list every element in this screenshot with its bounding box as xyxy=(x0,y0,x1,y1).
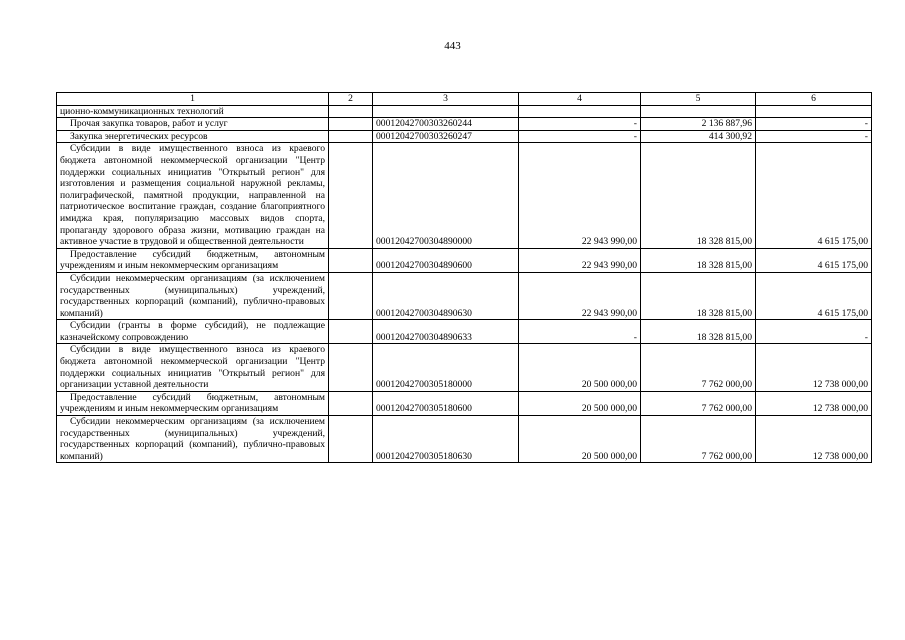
header-col-1: 1 xyxy=(57,93,329,106)
header-col-2: 2 xyxy=(329,93,373,106)
row-col2-cell xyxy=(329,130,373,143)
table-row xyxy=(57,130,872,143)
row-value-col5: 7 762 000,00 xyxy=(641,391,756,415)
row-value-col5: 7 762 000,00 xyxy=(641,344,756,391)
table-row xyxy=(57,416,872,463)
row-value-col4: 22 943 990,00 xyxy=(519,143,641,248)
row-col2-cell xyxy=(329,416,373,463)
row-value-col6 xyxy=(756,105,872,118)
row-value-col4: 22 943 990,00 xyxy=(519,248,641,272)
row-value-col6: 4 615 175,00 xyxy=(756,272,872,319)
row-code-cell: 00012042700303260244 xyxy=(373,118,519,131)
row-value-col6: 12 738 000,00 xyxy=(756,416,872,463)
row-value-col6: 4 615 175,00 xyxy=(756,143,872,248)
row-value-col4: - xyxy=(519,130,641,143)
row-code-cell xyxy=(373,105,519,118)
row-col2-cell xyxy=(329,105,373,118)
header-row xyxy=(57,93,872,106)
row-value-col5: 2 136 887,96 xyxy=(641,118,756,131)
page-number: 443 xyxy=(444,40,461,52)
table-row xyxy=(57,143,872,248)
row-code-cell: 00012042700305180630 xyxy=(373,416,519,463)
header-col-5: 5 xyxy=(641,93,756,106)
row-name-cell: Субсидии некоммерческим организациям (за исключением государственных (муниципальных) учреждений, государственных корпораций (компаний), публично-правовых компаний) xyxy=(57,272,329,319)
row-value-col5: 18 328 815,00 xyxy=(641,272,756,319)
row-value-col4: - xyxy=(519,118,641,131)
row-code-cell: 00012042700304890633 xyxy=(373,320,519,344)
row-name-cell: Субсидии некоммерческим организациям (за исключением государственных (муниципальных) учреждений, государственных корпораций (компаний), публично-правовых компаний) xyxy=(57,416,329,463)
table-row xyxy=(57,248,872,272)
table-row xyxy=(57,391,872,415)
row-value-col5: 18 328 815,00 xyxy=(641,248,756,272)
row-value-col4: 22 943 990,00 xyxy=(519,272,641,319)
row-col2-cell xyxy=(329,320,373,344)
row-value-col4: 20 500 000,00 xyxy=(519,344,641,391)
row-col2-cell xyxy=(329,248,373,272)
row-code-cell: 00012042700305180600 xyxy=(373,391,519,415)
row-name-cell: ционно-коммуникационных технологий xyxy=(57,105,329,118)
header-col-6: 6 xyxy=(756,93,872,106)
row-name-cell: Предоставление субсидий бюджетным, автономным учреждениям и иным некоммерческим организациям xyxy=(57,391,329,415)
row-value-col5: 7 762 000,00 xyxy=(641,416,756,463)
row-col2-cell xyxy=(329,272,373,319)
table-row xyxy=(57,105,872,118)
table-row xyxy=(57,344,872,391)
row-name-cell: Субсидии в виде имущественного взноса из краевого бюджета автономной некоммерческой организации "Центр поддержки социальных инициатив "Открытый регион" для организации уставной деятельности xyxy=(57,344,329,391)
row-name-cell: Субсидии (гранты в форме субсидий), не подлежащие казначейскому сопровождению xyxy=(57,320,329,344)
row-col2-cell xyxy=(329,391,373,415)
row-value-col5: 18 328 815,00 xyxy=(641,143,756,248)
row-value-col6: - xyxy=(756,320,872,344)
row-value-col5 xyxy=(641,105,756,118)
row-name-cell: Закупка энергетических ресурсов xyxy=(57,130,329,143)
row-value-col4: - xyxy=(519,320,641,344)
row-name-cell: Прочая закупка товаров, работ и услуг xyxy=(57,118,329,131)
row-code-cell: 00012042700304890000 xyxy=(373,143,519,248)
row-value-col6: 12 738 000,00 xyxy=(756,391,872,415)
row-value-col6: - xyxy=(756,118,872,131)
row-col2-cell xyxy=(329,143,373,248)
row-value-col5: 414 300,92 xyxy=(641,130,756,143)
row-value-col6: 12 738 000,00 xyxy=(756,344,872,391)
row-value-col5: 18 328 815,00 xyxy=(641,320,756,344)
row-code-cell: 00012042700305180000 xyxy=(373,344,519,391)
table-body xyxy=(57,93,872,463)
budget-table xyxy=(56,92,872,463)
header-col-4: 4 xyxy=(519,93,641,106)
row-code-cell: 00012042700303260247 xyxy=(373,130,519,143)
row-value-col4: 20 500 000,00 xyxy=(519,416,641,463)
row-code-cell: 00012042700304890600 xyxy=(373,248,519,272)
row-code-cell: 00012042700304890630 xyxy=(373,272,519,319)
row-name-cell: Субсидии в виде имущественного взноса из краевого бюджета автономной некоммерческой организации "Центр поддержки социальных инициатив "Открытый регион" для изготовления и размещения социальной наружной рекламы, полиграфической, памятной продукции, направленной на патриотическое воспитание граждан, создание благоприятного имиджа края, популяризацию массовых видов спорта, пропаганду здорового образа жизни, мотивацию граждан на активное участие в трудовой и общественной деятельности xyxy=(57,143,329,248)
table-row xyxy=(57,320,872,344)
row-value-col4: 20 500 000,00 xyxy=(519,391,641,415)
row-name-cell: Предоставление субсидий бюджетным, автономным учреждениям и иным некоммерческим организациям xyxy=(57,248,329,272)
table-row xyxy=(57,272,872,319)
row-value-col6: - xyxy=(756,130,872,143)
row-col2-cell xyxy=(329,344,373,391)
table-row xyxy=(57,118,872,131)
row-value-col4 xyxy=(519,105,641,118)
row-value-col6: 4 615 175,00 xyxy=(756,248,872,272)
header-col-3: 3 xyxy=(373,93,519,106)
row-col2-cell xyxy=(329,118,373,131)
